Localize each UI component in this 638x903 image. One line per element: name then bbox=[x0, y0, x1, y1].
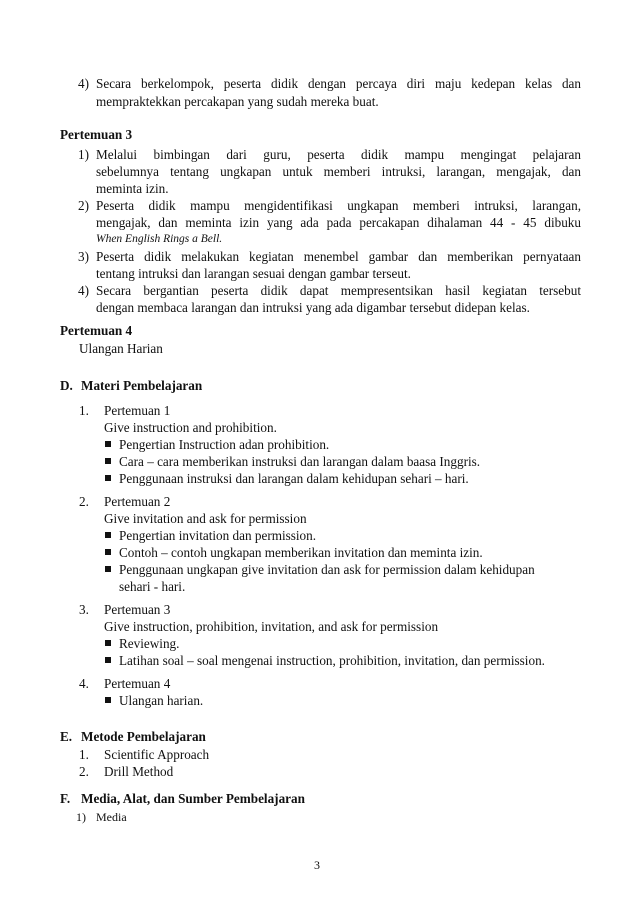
section-title: Materi Pembelajaran bbox=[81, 378, 203, 393]
bullet-square-icon bbox=[105, 566, 111, 572]
list-item-text: mempraktekkan percakapan yang sudah mereka buat. bbox=[96, 94, 379, 109]
meeting-title: Pertemuan 3 bbox=[104, 602, 171, 617]
list-item-text: Scientific Approach bbox=[104, 747, 210, 762]
list-number: 4) bbox=[78, 76, 89, 91]
list-item-text: meminta izin. bbox=[96, 181, 169, 196]
meeting-title: Pertemuan 2 bbox=[104, 494, 171, 509]
bullet-square-icon bbox=[105, 657, 111, 663]
plain-text: Ulangan Harian bbox=[79, 341, 163, 356]
list-number: 1. bbox=[79, 403, 89, 418]
bullet-item: Latihan soal – soal mengenai instruction, prohibition, invitation, dan permission. bbox=[105, 652, 545, 669]
bullet-item: Contoh – contoh ungkapan memberikan invitation dan meminta izin. bbox=[105, 544, 483, 561]
meeting-title: Pertemuan 4 bbox=[104, 676, 171, 691]
list-item-text: Drill Method bbox=[104, 764, 174, 779]
section-letter: F. bbox=[60, 791, 71, 806]
bullet-item-continuation: sehari - hari. bbox=[119, 579, 186, 594]
bullet-item: Reviewing. bbox=[105, 635, 179, 652]
bullet-square-icon bbox=[105, 532, 111, 538]
list-number: 3. bbox=[79, 602, 89, 617]
bullet-item: Pengertian Instruction adan prohibition. bbox=[105, 436, 329, 453]
bullet-item: Ulangan harian. bbox=[105, 692, 203, 709]
list-number: 1) bbox=[78, 147, 89, 162]
list-item-text: sebelumnya tentang ungkapan untuk memberi intruksi, larangan, mengajak, dan bbox=[96, 164, 581, 179]
list-item-text: Peserta didik melakukan kegiatan menembel gambar dan memberikan pernyataan bbox=[96, 249, 581, 264]
meeting-subtitle: Give instruction and prohibition. bbox=[104, 420, 277, 435]
section-title: Media, Alat, dan Sumber Pembelajaran bbox=[81, 791, 305, 806]
list-number: 4. bbox=[79, 676, 89, 691]
list-number: 2. bbox=[79, 764, 89, 779]
meeting-title: Pertemuan 1 bbox=[104, 403, 171, 418]
meeting-subtitle: Give instruction, prohibition, invitation, and ask for permission bbox=[104, 619, 439, 634]
bullet-square-icon bbox=[105, 458, 111, 464]
list-number: 1) bbox=[76, 810, 86, 824]
list-item-text: Secara berkelompok, peserta didik dengan percaya diri maju kedepan kelas dan bbox=[96, 76, 581, 91]
meeting-subtitle: Give invitation and ask for permission bbox=[104, 511, 307, 526]
section-title: Metode Pembelajaran bbox=[81, 729, 206, 744]
book-title: When English Rings a Bell. bbox=[96, 233, 223, 245]
section-heading: Pertemuan 4 bbox=[60, 323, 133, 338]
bullet-square-icon bbox=[105, 697, 111, 703]
bullet-square-icon bbox=[105, 475, 111, 481]
bullet-item: Penggunaan ungkapan give invitation dan ask for permission dalam kehidupan bbox=[105, 561, 535, 578]
bullet-item: Pengertian invitation dan permission. bbox=[105, 527, 316, 544]
list-item-text: tentang intruksi dan larangan sesuai dengan gambar terseut. bbox=[96, 266, 411, 281]
list-item-text: dengan membaca larangan dan intruksi yang ada digambar tersebut didepan kelas. bbox=[96, 300, 530, 315]
bullet-square-icon bbox=[105, 640, 111, 646]
list-item-text: Secara bergantian peserta didik dapat mempresentsikan hasil kegiatan tersebut bbox=[96, 283, 581, 298]
list-number: 1. bbox=[79, 747, 89, 762]
list-item-text: Melalui bimbingan dari guru, peserta didik mampu mengingat pelajaran bbox=[96, 147, 581, 162]
bullet-square-icon bbox=[105, 441, 111, 447]
list-item-text: mengajak, dan meminta izin yang ada pada percakapan dihalaman 44 - 45 dibuku bbox=[96, 215, 581, 230]
list-item-text: Media bbox=[96, 810, 127, 824]
bullet-item: Cara – cara memberikan instruksi dan larangan dalam baasa Inggris. bbox=[105, 453, 480, 470]
bullet-item: Penggunaan instruksi dan larangan dalam kehidupan sehari – hari. bbox=[105, 470, 469, 487]
bullet-square-icon bbox=[105, 549, 111, 555]
list-item-text: Peserta didik mampu mengidentifikasi ungkapan memberi intruksi, larangan, bbox=[96, 198, 581, 213]
section-letter: E. bbox=[60, 729, 73, 744]
list-number: 4) bbox=[78, 283, 89, 298]
list-number: 2) bbox=[78, 198, 89, 213]
list-number: 3) bbox=[78, 249, 89, 264]
section-letter: D. bbox=[60, 378, 73, 393]
page-number: 3 bbox=[314, 858, 320, 872]
list-number: 2. bbox=[79, 494, 89, 509]
section-heading: Pertemuan 3 bbox=[60, 127, 133, 142]
